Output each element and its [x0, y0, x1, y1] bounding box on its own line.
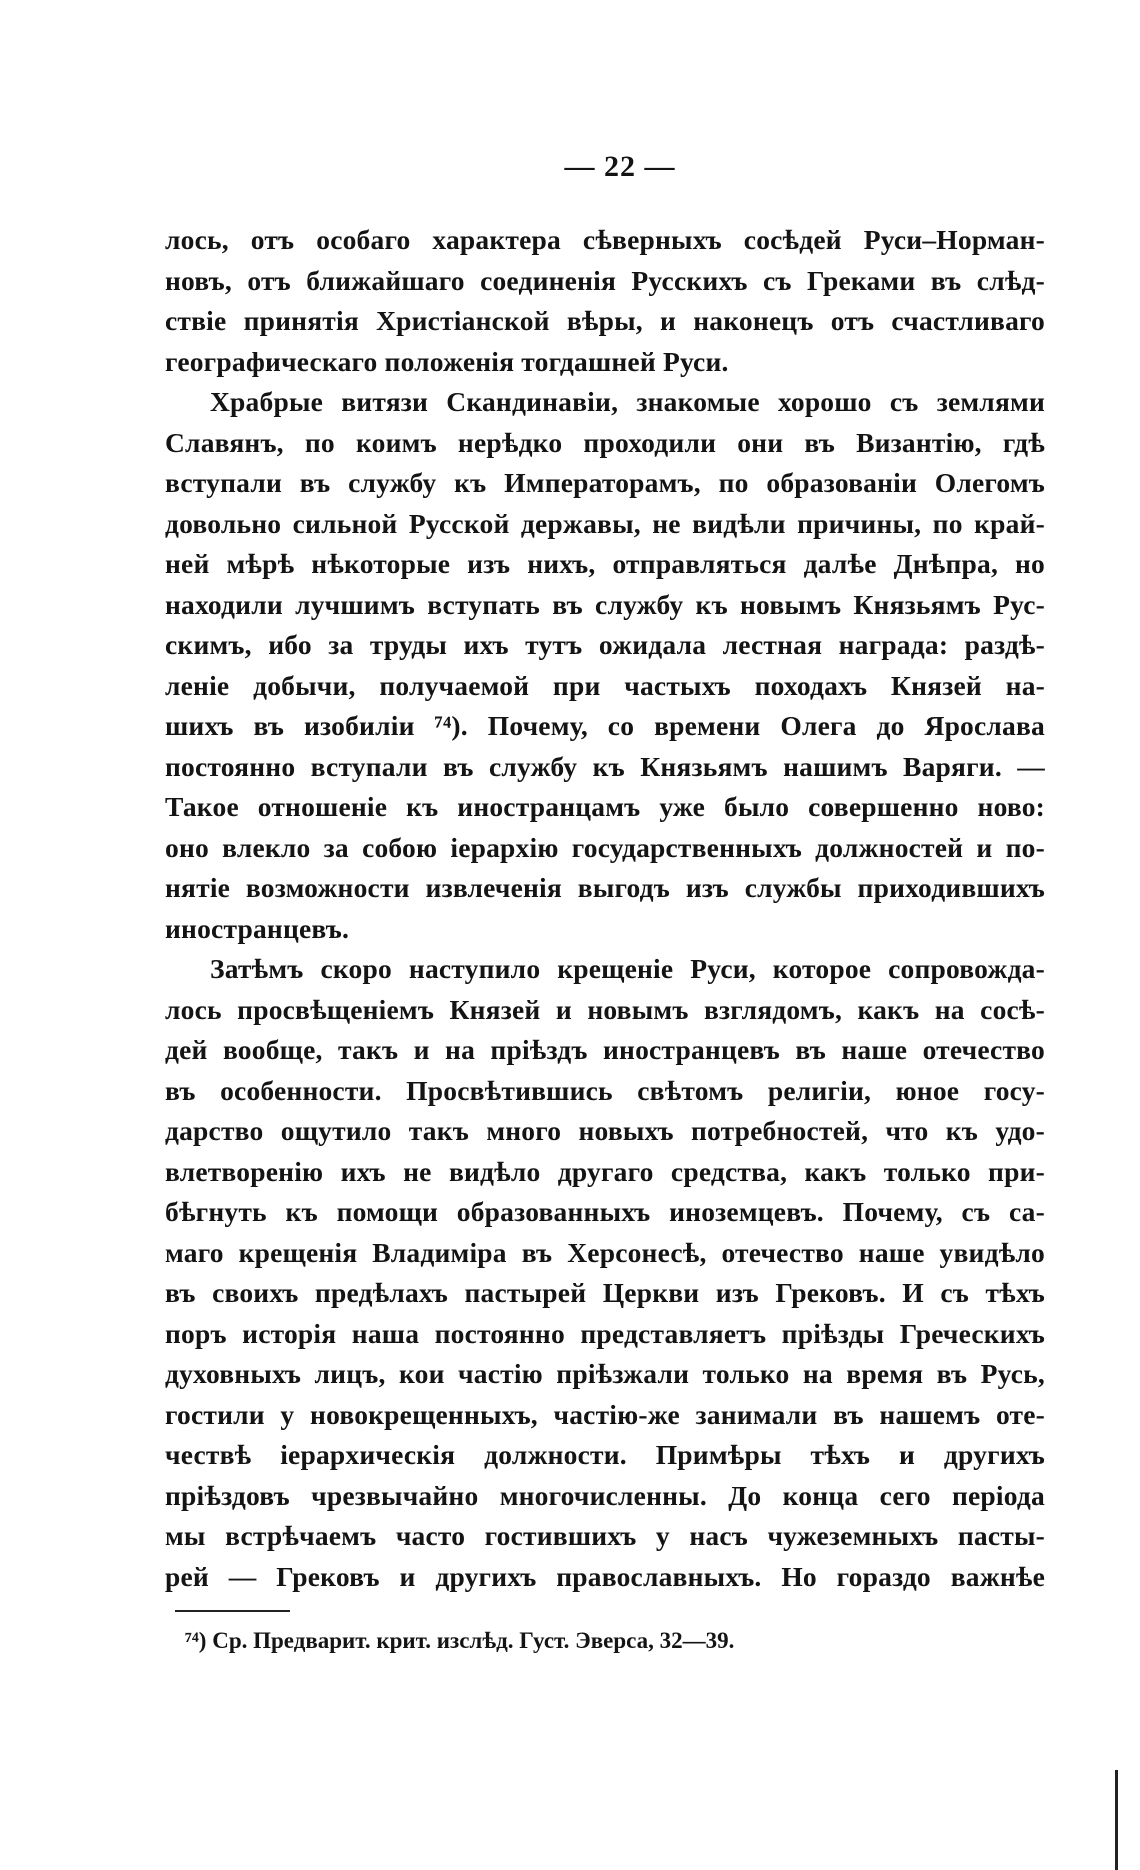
footnote-marker: ⁷⁴) [185, 1628, 207, 1653]
body-text [165, 220, 1045, 1597]
text-line: гостили у новокрещенныхъ, частію-же занимали въ нашемъ оте- [165, 1398, 1045, 1430]
text-line: новъ, отъ ближайшаго соединенія Русскихъ съ Греками въ слѣд- [165, 264, 1045, 296]
text-line: находили лучшимъ вступать въ службу къ новымъ Князьямъ Рус- [165, 588, 1045, 620]
text-line: ней мѣрѣ нѣкоторые изъ нихъ, отправляться далѣе Днѣпра, но [165, 548, 1045, 579]
text-line: Затѣмъ скоро наступило крещеніе Руси, которое сопровожда- [210, 953, 1045, 984]
text-line: духовныхъ лицъ, кои частію пріѣзжали только на время въ Русь, [165, 1358, 1045, 1389]
text-line: мы встрѣчаемъ часто гостившихъ у насъ чужеземныхъ пасты- [165, 1520, 1045, 1551]
text-line: рей — Грековъ и другихъ православныхъ. Но гораздо важнѣе [165, 1560, 1045, 1592]
text-line: иностранцевъ. [165, 912, 350, 944]
text-line: дей вообще, такъ и на пріѣздъ иностранцевъ въ наше отечество [165, 1034, 1045, 1065]
text-line: Храбрые витязи Скандинавіи, знакомые хорошо съ землями [210, 386, 1045, 417]
text-line: вступали въ службу къ Императорамъ, по образованіи Олегомъ [165, 467, 1045, 498]
scan-edge-mark [1115, 1770, 1118, 1870]
text-line: лось, отъ особаго характера сѣверныхъ сосѣдей Руси–Норман- [165, 224, 1045, 255]
footnote [185, 1628, 734, 1654]
text-line: постоянно вступали въ службу къ Князьямъ нашимъ Варяги. — [165, 750, 1045, 782]
text-line: дарство ощутило такъ много новыхъ потребностей, что къ удо- [165, 1115, 1045, 1146]
text-line: маго крещенія Владиміра въ Херсонесѣ, отечество наше увидѣло [165, 1236, 1045, 1268]
text-line: въ особенности. Просвѣтившись свѣтомъ религіи, юное госу- [165, 1074, 1045, 1106]
text-line: довольно сильной Русской державы, не видѣли причины, по край- [165, 507, 1045, 539]
text-line: пріѣздовъ чрезвычайно многочисленны. До конца сего періода [165, 1479, 1045, 1511]
text-line: Славянъ, по коимъ нерѣдко проходили они въ Византію, гдѣ [165, 426, 1045, 458]
text-line: оно влекло за собою іерархію государственныхъ должностей и по- [165, 831, 1045, 863]
text-line: шихъ въ изобиліи ⁷⁴). Почему, со времени Олега до Ярослава [165, 710, 1045, 741]
text-line: Такое отношеніе къ иностранцамъ уже было совершенно ново: [165, 791, 1045, 822]
text-line: географическаго положенія тогдашней Руси. [165, 345, 729, 377]
text-line: влетворенію ихъ не видѣло другаго средства, какъ только при- [165, 1155, 1045, 1187]
text-line: нятіе возможности извлеченія выгодъ изъ службы приходившихъ [165, 872, 1045, 903]
text-line: скимъ, ибо за труды ихъ тутъ ожидала лестная награда: раздѣ- [165, 629, 1045, 660]
text-line: леніе добычи, получаемой при частыхъ походахъ Князей на- [165, 669, 1045, 701]
page-number: — 22 — [564, 150, 676, 183]
text-line: поръ исторія наша постоянно представляетъ пріѣзды Греческихъ [165, 1317, 1045, 1349]
footnote-text: Ср. Предварит. крит. изслѣд. Густ. Эверса, 32—39. [212, 1628, 735, 1653]
text-line: чествѣ іерархическія должности. Примѣры тѣхъ и другихъ [165, 1439, 1045, 1470]
text-line: бѣгнуть къ помощи образованныхъ иноземцевъ. Почему, съ са- [165, 1196, 1045, 1227]
text-line: ствіе принятія Христіанской вѣры, и наконецъ отъ счастливаго [165, 305, 1045, 336]
text-line: въ своихъ предѣлахъ пастырей Церкви изъ Грековъ. И съ тѣхъ [165, 1277, 1045, 1308]
text-line: лось просвѣщеніемъ Князей и новымъ взглядомъ, какъ на сосѣ- [165, 993, 1045, 1025]
footnote-divider [175, 1610, 290, 1612]
